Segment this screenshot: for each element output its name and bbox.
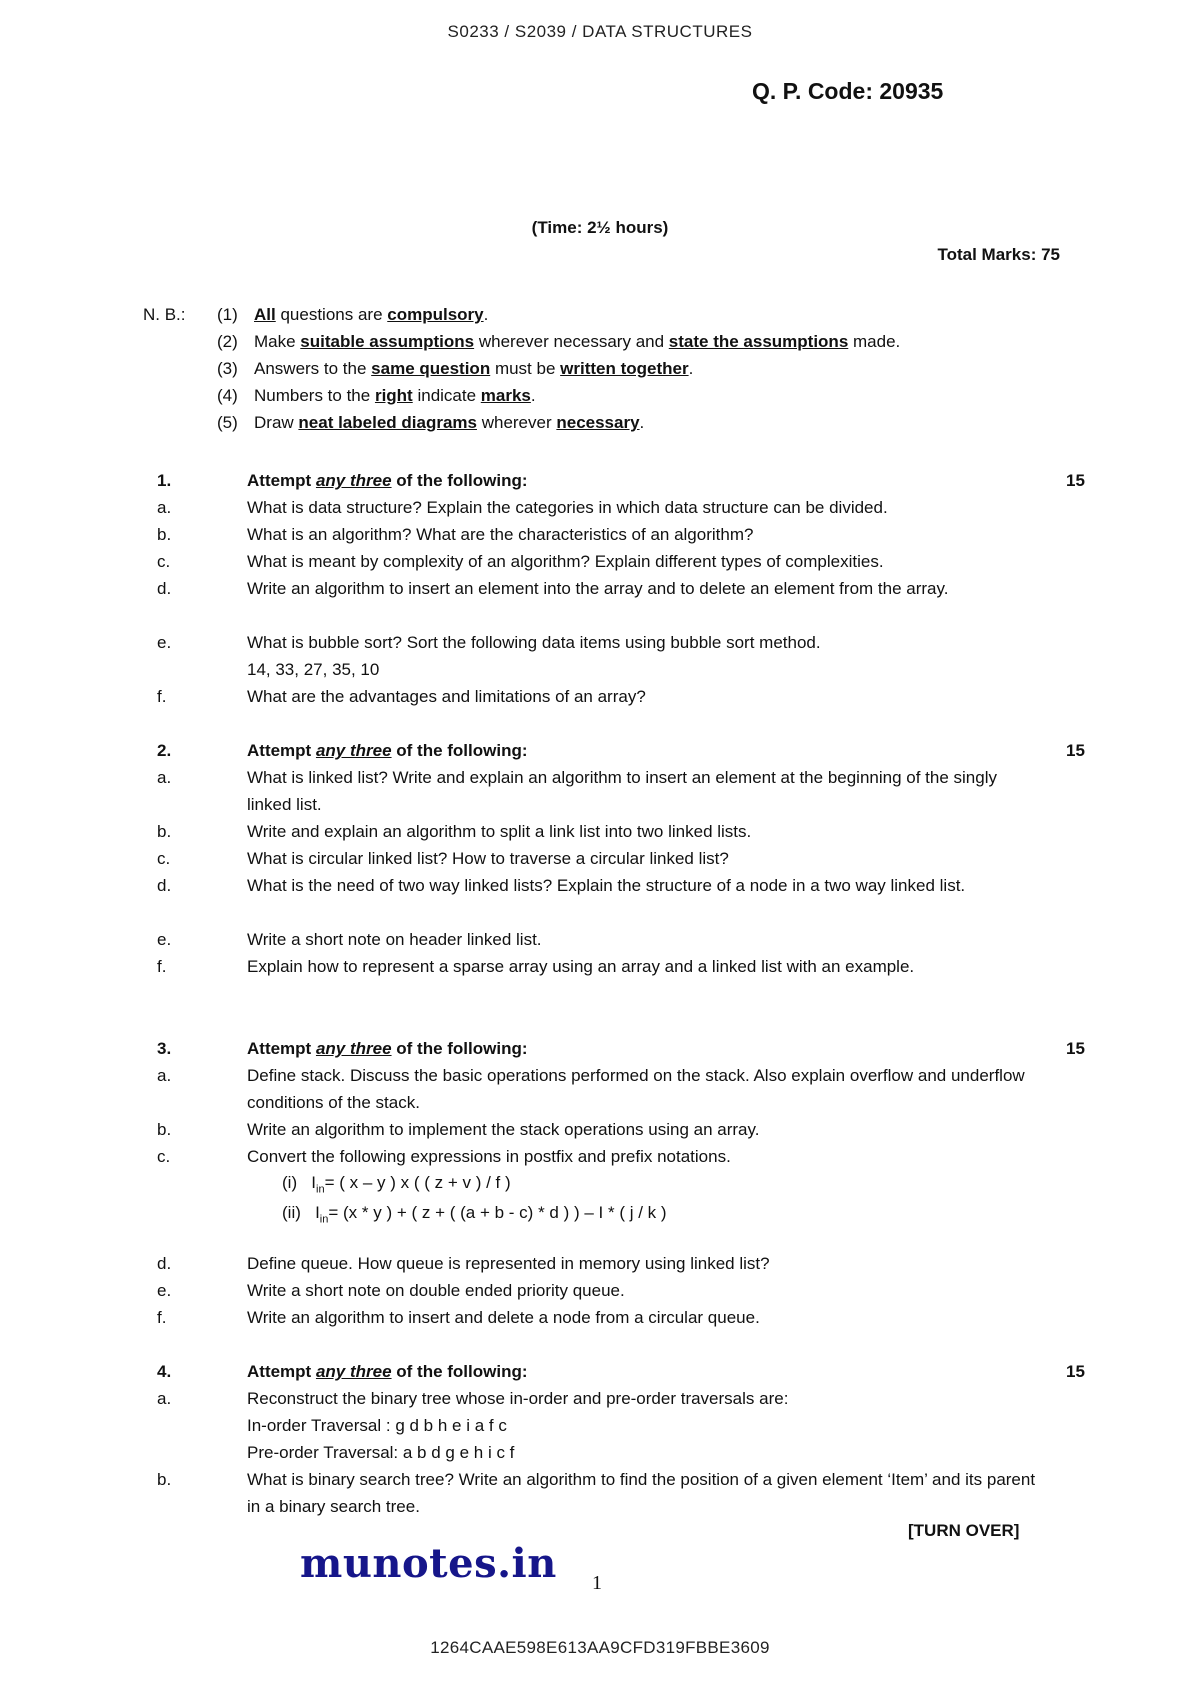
item-label: d. (157, 1254, 172, 1273)
text-fragment: Draw (254, 413, 299, 432)
emphasis-text: neat labeled diagrams (298, 413, 477, 432)
emphasis-text: compulsory (387, 305, 484, 324)
expression (282, 1173, 511, 1195)
text-fragment: indicate (412, 386, 481, 405)
expression-variable: I (311, 1173, 317, 1192)
nb-item-text (254, 386, 536, 406)
question-4-header (0, 1358, 1200, 1385)
text-fragment: Write an algorithm to insert an element into the array and to delete an element from the array. (247, 579, 949, 598)
emphasis-text: written together (560, 359, 689, 378)
emphasis-text: All (254, 305, 276, 324)
item-label: b. (157, 525, 172, 544)
text-fragment: questions are (275, 305, 388, 324)
item-label: a. (157, 1389, 172, 1408)
text-fragment: Make (254, 332, 301, 351)
item-label: d. (157, 876, 172, 895)
question-instruction (247, 1035, 528, 1062)
text-fragment: What is linked list? Write and explain an algorithm to insert an element at the beginning of the singly linked list. (247, 768, 997, 814)
nb-item-text (254, 413, 644, 433)
emphasis-text: any three (315, 1362, 392, 1381)
traversal-line: Pre-order Traversal: a b d g e h i c f (247, 1443, 515, 1462)
item-label: e. (157, 930, 172, 949)
item-text (247, 521, 1037, 548)
item-label: c. (157, 849, 171, 868)
text-fragment: . (639, 413, 645, 432)
nb-item-number: (4) (217, 386, 238, 405)
emphasis-text: right (374, 386, 413, 405)
expression-body: = ( x – y ) x ( ( z + v ) / f ) (324, 1173, 511, 1192)
text-fragment: made. (848, 332, 901, 351)
question-instruction (247, 737, 528, 764)
text-fragment: What is circular linked list? How to traverse a circular linked list? (247, 849, 729, 868)
text-fragment: What is data structure? Explain the categories in which data structure can be divided. (247, 498, 888, 517)
item-text (247, 575, 1037, 602)
emphasis-text: state the assumptions (668, 332, 849, 351)
question-number: 2. (157, 741, 172, 760)
item-text (247, 683, 1037, 710)
emphasis-text: any three (315, 741, 392, 760)
text-fragment: wherever necessary and (474, 332, 669, 351)
item-text (247, 872, 1037, 899)
text-fragment: Define queue. How queue is represented in memory using linked list? (247, 1254, 770, 1273)
expression (282, 1203, 667, 1225)
item-text (247, 1304, 1037, 1331)
emphasis-text: any three (315, 1039, 392, 1058)
item-text (247, 1116, 1037, 1143)
item-text (247, 548, 1037, 575)
item-text (247, 1062, 1037, 1116)
footer-code: 1264CAAE598E613AA9CFD319FBBE3609 (430, 1638, 770, 1657)
item-label: f. (157, 957, 167, 976)
text-fragment: of the following: (391, 1362, 528, 1381)
text-fragment: must be (490, 359, 561, 378)
expression-body: = (x * y ) + ( z + ( (a + b - c) * d ) ) – I * ( j / k ) (328, 1203, 667, 1222)
data-items: 14, 33, 27, 35, 10 (247, 660, 380, 679)
text-fragment: Write a short note on header linked list. (247, 930, 542, 949)
question-number: 4. (157, 1362, 172, 1381)
item-text (247, 1143, 1037, 1170)
question-marks: 15 (1066, 1039, 1085, 1058)
nb-item-text (254, 359, 693, 379)
emphasis-text: necessary (556, 413, 640, 432)
item-label: c. (157, 1147, 171, 1166)
item-text (247, 629, 1037, 683)
item-text (247, 1277, 1037, 1304)
item-label: c. (157, 552, 171, 571)
item-text (247, 818, 1037, 845)
item-label: a. (157, 768, 172, 787)
text-fragment: of the following: (391, 1039, 528, 1058)
text-fragment: Write and explain an algorithm to split a link list into two linked lists. (247, 822, 752, 841)
text-fragment: of the following: (391, 741, 528, 760)
text-fragment: What are the advantages and limitations of an array? (247, 687, 646, 706)
item-label: a. (157, 498, 172, 517)
nb-label: N. B.: (143, 305, 186, 324)
qp-code: Q. P. Code: 20935 (752, 78, 944, 104)
question-1-header (0, 467, 1200, 494)
text-fragment: Reconstruct the binary tree whose in-order and pre-order traversals are: (247, 1389, 789, 1408)
item-label: e. (157, 1281, 172, 1300)
text-fragment: Attempt (247, 1362, 316, 1381)
traversal-line: In-order Traversal : g d b h e i a f c (247, 1416, 507, 1435)
item-text (247, 845, 1037, 872)
question-instruction (247, 467, 528, 494)
brand-watermark: munotes.in (300, 1540, 557, 1587)
page-number: 1 (592, 1572, 602, 1594)
text-fragment: wherever (476, 413, 557, 432)
expression-subscript: in (319, 1213, 329, 1226)
text-fragment: Attempt (247, 471, 316, 490)
turn-over: [TURN OVER] (908, 1521, 1020, 1540)
question-number: 1. (157, 471, 172, 490)
item-text (247, 1385, 1037, 1412)
item-label: b. (157, 822, 172, 841)
text-fragment: Write an algorithm to implement the stack operations using an array. (247, 1120, 760, 1139)
emphasis-text: same question (371, 359, 491, 378)
question-marks: 15 (1066, 471, 1085, 490)
nb-item-number: (5) (217, 413, 238, 432)
item-label: d. (157, 579, 172, 598)
text-fragment: Write an algorithm to insert and delete a node from a circular queue. (247, 1308, 760, 1327)
expression-subscript: in (316, 1183, 325, 1196)
text-fragment: . (483, 305, 489, 324)
text-fragment: What is the need of two way linked lists? Explain the structure of a node in a two way linked list. (247, 876, 966, 895)
total-marks: Total Marks: 75 (937, 245, 1060, 264)
question-marks: 15 (1066, 741, 1085, 760)
item-text (247, 764, 1037, 818)
nb-item-number: (3) (217, 359, 238, 378)
question-marks: 15 (1066, 1362, 1085, 1381)
text-fragment: of the following: (391, 471, 528, 490)
expression-variable: I (315, 1203, 320, 1222)
nb-item-number: (2) (217, 332, 238, 351)
text-fragment: Convert the following expressions in postfix and prefix notations. (247, 1147, 731, 1166)
item-text (247, 953, 1037, 980)
item-text (247, 1466, 1037, 1520)
text-fragment: . (688, 359, 694, 378)
item-text (247, 926, 1037, 953)
expression-number: (ii) (282, 1203, 301, 1222)
item-text (247, 494, 1037, 521)
question-2-header (0, 737, 1200, 764)
item-label: e. (157, 633, 172, 652)
question-3-header (0, 1035, 1200, 1062)
nb-item-text (254, 305, 488, 325)
emphasis-text: marks (480, 386, 531, 405)
text-fragment: What is an algorithm? What are the characteristics of an algorithm? (247, 525, 754, 544)
item-label: a. (157, 1066, 172, 1085)
item-text (247, 1250, 1037, 1277)
text-fragment: Numbers to the (254, 386, 375, 405)
page-header: S0233 / S2039 / DATA STRUCTURES (447, 22, 753, 41)
item-label: f. (157, 687, 167, 706)
text-fragment: Write a short note on double ended priority queue. (247, 1281, 625, 1300)
item-label: f. (157, 1308, 167, 1327)
text-fragment: What is binary search tree? Write an algorithm to find the position of a given element ‘Item’ and its parent in a binary search tree. (247, 1470, 1036, 1516)
text-fragment: Answers to the (254, 359, 372, 378)
text-fragment: . (530, 386, 536, 405)
nb-item-text (254, 332, 900, 352)
emphasis-text: suitable assumptions (300, 332, 475, 351)
text-fragment: What is bubble sort? Sort the following data items using bubble sort method. (247, 633, 821, 652)
emphasis-text: any three (315, 471, 392, 490)
item-label: b. (157, 1120, 172, 1139)
exam-time: (Time: 2½ hours) (531, 218, 669, 237)
expression-number: (i) (282, 1173, 298, 1192)
question-instruction (247, 1358, 528, 1385)
text-fragment: Attempt (247, 741, 316, 760)
text-fragment: Attempt (247, 1039, 316, 1058)
text-fragment: What is meant by complexity of an algorithm? Explain different types of complexities. (247, 552, 884, 571)
text-fragment: Define stack. Discuss the basic operations performed on the stack. Also explain overflow and underflow conditions of the stack. (247, 1066, 1025, 1112)
nb-item-number: (1) (217, 305, 238, 324)
text-fragment: Explain how to represent a sparse array using an array and a linked list with an example. (247, 957, 915, 976)
question-number: 3. (157, 1039, 172, 1058)
item-label: b. (157, 1470, 172, 1489)
